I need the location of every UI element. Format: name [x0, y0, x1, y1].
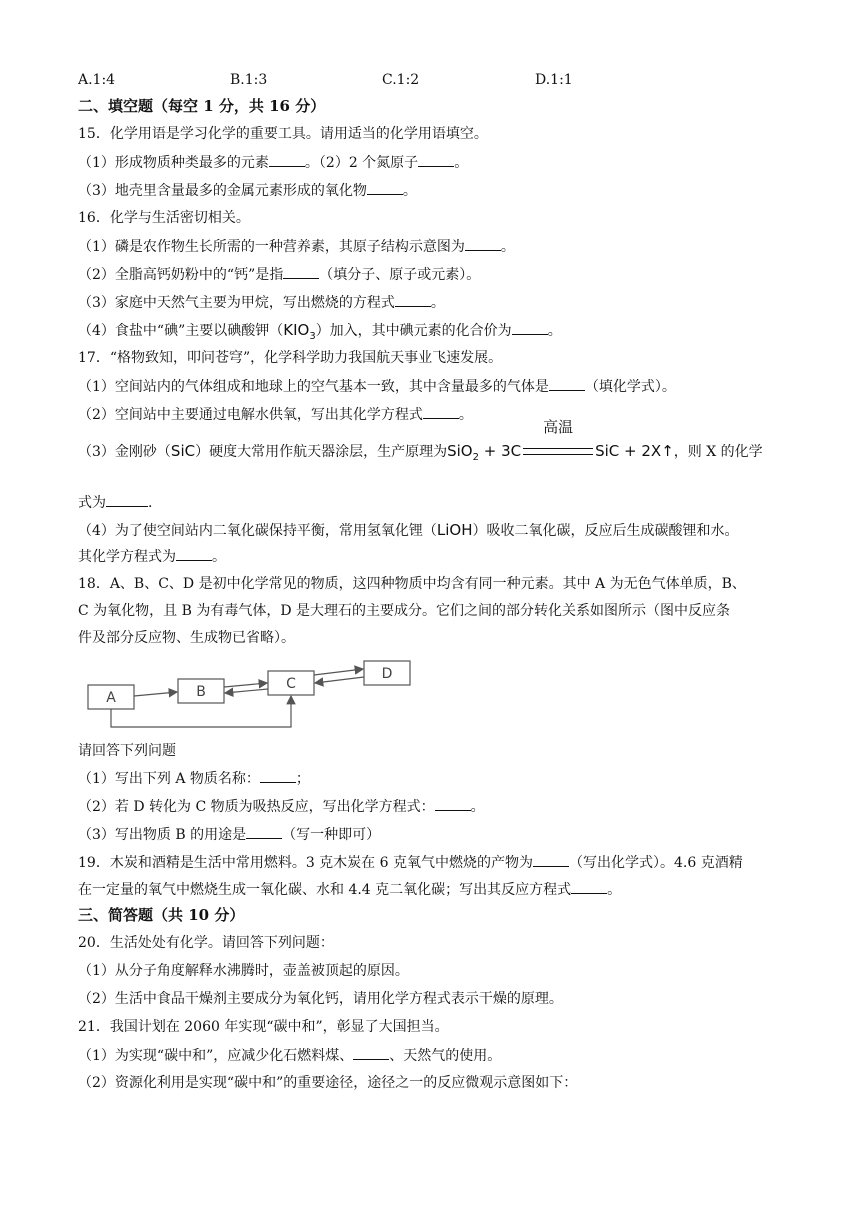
q21-part1: （1）为实现“碳中和”，应减少化石燃料煤、 、天然气的使用。 [78, 1045, 501, 1066]
formula-kio3: $KIO_3$ [283, 321, 316, 342]
q20-part2: （2）生活中食品干燥剂主要成分为氧化钙，请用化学方程式表示干燥的原理。 [78, 991, 563, 1007]
q16-part3: （3）家庭中天然气主要为甲烷，写出燃烧的方程式 。 [78, 292, 445, 313]
q18-part2: （2）若 D 转化为 C 物质为吸热反应，写出化学方程式： 。 [78, 796, 485, 817]
q21-part2: （2）资源化利用是实现“碳中和”的重要途径，途径之一的反应微观示意图如下： [78, 1075, 578, 1091]
reaction-equation: SiO$_2$ + 3C 高温 SiC + 2X↑ [447, 418, 674, 463]
q18-ask: 请回答下列问题 [78, 743, 176, 759]
option-a: A.1:4 [78, 72, 116, 88]
q20-part1: （1）从分子角度解释水沸腾时，壶盖被顶起的原因。 [78, 963, 409, 979]
answer-blank[interactable] [533, 852, 569, 867]
answer-blank[interactable] [571, 879, 607, 894]
q19-line2: 在一定量的氧气中燃烧生成一氧化碳、水和 4.4 克二氧化碳；写出其反应方程式 。 [78, 879, 621, 900]
answer-blank[interactable] [176, 546, 212, 561]
equals-sign [523, 448, 593, 455]
q16-stem: 16．化学与生活密切相关。 [78, 210, 250, 226]
answer-blank[interactable] [418, 152, 454, 167]
q17-part4-cont: 其化学方程式为 。 [78, 546, 226, 567]
q16-part4: （4）食盐中“碘”主要以碘酸钾$(KIO_3)$加入，其中碘元素的化合价为 。 [78, 321, 562, 342]
answer-blank[interactable] [395, 292, 431, 307]
q18-stem-line1: 18．A、B、C、D 是初中化学常见的物质，这四种物质中均含有同一种元素。其中 A 为无色气体单质，B、 [78, 576, 746, 592]
label-b: B [196, 684, 206, 700]
q17-part3: （3）金刚砂（SiC）硬度大常用作航天器涂层，生产原理为SiO$_2$ + 3C 高温 SiC + 2X↑，则 X 的化学 [78, 418, 763, 463]
answer-blank[interactable] [465, 236, 501, 251]
q15-part1: （1）形成物质种类最多的元素 。（2）2 个氮原子 。 [78, 152, 468, 173]
option-d: D.1:1 [535, 72, 573, 88]
answer-blank[interactable] [106, 492, 148, 507]
section-3-title: 三、简答题（共 10 分） [78, 906, 245, 924]
answer-blank[interactable] [423, 404, 459, 419]
answer-blank[interactable] [269, 152, 305, 167]
answer-blank[interactable] [367, 180, 403, 195]
answer-blank[interactable] [246, 824, 282, 839]
q17-stem: 17．“格物致知，叩问苍穹”，化学科学助力我国航天事业飞速发展。 [78, 350, 503, 366]
section-2-title: 二、填空题（每空 1 分，共 16 分） [78, 97, 326, 115]
arrow-d-to-c [315, 677, 364, 683]
label-c: C [286, 676, 296, 692]
q17-part3-cont: 式为 . [78, 492, 152, 513]
q17-part4: （4）为了使空间站内二氧化碳保持平衡，常用氢氧化锂（LiOH）吸收二氧化碳，反应后生成碳酸锂和水。 [78, 521, 739, 539]
arrow-a-to-b [134, 692, 177, 696]
q17-part2: （2）空间站中主要通过电解水供氧，写出其化学方程式 。 [78, 404, 473, 425]
q17-part1: （1）空间站内的气体组成和地球上的空气基本一致，其中含量最多的气体是 （填化学式）。 [78, 376, 676, 397]
option-b: B.1:3 [230, 72, 268, 88]
arrow-c-to-d [314, 669, 363, 675]
answer-blank[interactable] [435, 796, 471, 811]
q16-part1: （1）磷是农作物生长所需的一种营养素，其原子结构示意图为 。 [78, 236, 515, 257]
label-a: A [106, 690, 116, 706]
q18-part3: （3）写出物质 B 的用途是 （写一种即可） [78, 824, 380, 845]
answer-blank[interactable] [512, 320, 548, 335]
conversion-diagram [78, 655, 423, 740]
q18-part1: （1）写出下列 A 物质名称： ； [78, 768, 310, 789]
q15-stem: 15．化学用语是学习化学的重要工具。请用适当的化学用语填空。 [78, 126, 488, 142]
formula-sic: SiC [170, 442, 196, 460]
q20-stem: 20．生活处处有化学。请回答下列问题： [78, 935, 334, 951]
q19-line1: 19．木炭和酒精是生活中常用燃料。3 克木炭在 6 克氧气中燃烧的产物为 （写出化学式）。4.6 克酒精 [78, 852, 743, 873]
option-c: C.1:2 [382, 72, 420, 88]
label-d: D [381, 666, 393, 682]
q21-stem: 21．我国计划在 2060 年实现“碳中和”，彰显了大国担当。 [78, 1019, 449, 1035]
answer-blank[interactable] [260, 768, 296, 783]
answer-blank[interactable] [549, 376, 585, 391]
q15-part3: （3）地壳里含量最多的金属元素形成的氧化物 。 [78, 180, 417, 201]
arrow-b-to-c [224, 683, 267, 687]
q18-stem-line3: 件及部分反应物、生成物已省略）。 [78, 630, 295, 646]
q16-part2: （2）全脂高钙奶粉中的“钙”是指 （填分子、原子或元素）。 [78, 264, 480, 285]
answer-blank[interactable] [353, 1045, 389, 1060]
reaction-condition: 高温 [543, 418, 574, 436]
q18-stem-line2: C 为氧化物，且 B 为有毒气体，D 是大理石的主要成分。它们之间的部分转化关系如图所示（图中反应条 [78, 603, 731, 619]
arrow-c-to-b [225, 689, 268, 693]
formula-lioh: LiOH [436, 521, 473, 539]
answer-blank[interactable] [283, 264, 319, 279]
